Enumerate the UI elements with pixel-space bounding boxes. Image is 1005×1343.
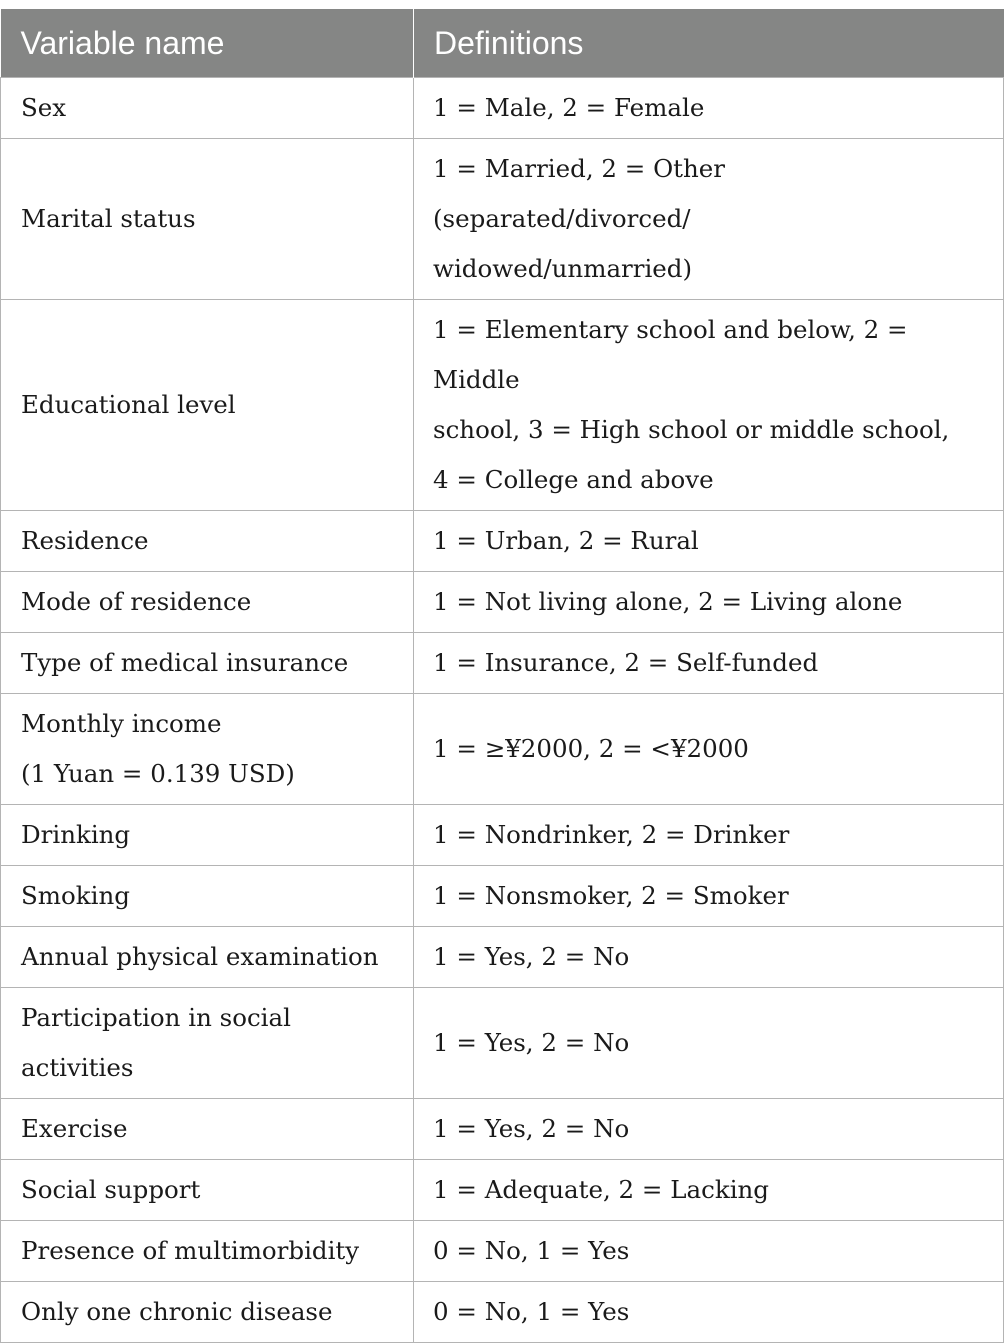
variable-name-text: Smoking xyxy=(21,881,130,910)
variable-name-cell xyxy=(1,1160,414,1221)
variable-name-text: Participation in social activities xyxy=(21,1003,291,1082)
variable-name-cell xyxy=(1,1221,414,1282)
variable-name-cell xyxy=(1,633,414,694)
definition-text: 0 = No, 1 = Yes xyxy=(433,1297,630,1326)
variable-name-text: Presence of multimorbidity xyxy=(21,1236,360,1265)
variable-name-text: Annual physical examination xyxy=(21,942,379,971)
variable-name-text: Social support xyxy=(21,1175,201,1204)
header-definitions: Definitions xyxy=(414,9,1004,78)
table-row xyxy=(1,300,1004,511)
definition-cell xyxy=(414,694,1004,805)
variable-name-cell xyxy=(1,694,414,805)
definition-cell xyxy=(414,988,1004,1099)
table-row xyxy=(1,805,1004,866)
variable-name-cell xyxy=(1,300,414,511)
table-row xyxy=(1,988,1004,1099)
variable-name-text: Only one chronic disease xyxy=(21,1297,333,1326)
definition-cell xyxy=(414,572,1004,633)
definition-text: 1 = Urban, 2 = Rural xyxy=(433,526,699,555)
variable-name-cell xyxy=(1,572,414,633)
variable-name-cell xyxy=(1,78,414,139)
table-row xyxy=(1,1099,1004,1160)
table-row xyxy=(1,511,1004,572)
definition-cell xyxy=(414,78,1004,139)
definition-text: 1 = Male, 2 = Female xyxy=(433,93,705,122)
definition-text: school, 3 = High school or middle school, xyxy=(433,415,950,444)
definition-cell xyxy=(414,300,1004,511)
variable-name-text: Mode of residence xyxy=(21,587,252,616)
definition-text: 1 = Nonsmoker, 2 = Smoker xyxy=(433,881,789,910)
variable-name-cell xyxy=(1,866,414,927)
table-row xyxy=(1,139,1004,300)
variable-name-text: (1 Yuan = 0.139 USD) xyxy=(21,759,295,788)
variable-name-cell xyxy=(1,927,414,988)
definition-text: 1 = ≥¥2000, 2 = <¥2000 xyxy=(433,734,749,763)
definition-text: 1 = Yes, 2 = No xyxy=(433,1028,630,1057)
table-row xyxy=(1,1160,1004,1221)
definition-cell xyxy=(414,139,1004,300)
definition-text: 1 = Yes, 2 = No xyxy=(433,942,630,971)
definition-text: 1 = Yes, 2 = No xyxy=(433,1114,630,1143)
definition-cell xyxy=(414,1160,1004,1221)
definition-text: widowed/unmarried) xyxy=(433,254,693,283)
variable-name-text: Monthly income xyxy=(21,709,222,738)
table-row xyxy=(1,1282,1004,1343)
definition-cell xyxy=(414,511,1004,572)
variable-name-text: Sex xyxy=(21,93,67,122)
definition-text: 0 = No, 1 = Yes xyxy=(433,1236,630,1265)
variable-name-cell xyxy=(1,1282,414,1343)
definition-cell xyxy=(414,866,1004,927)
definition-cell xyxy=(414,633,1004,694)
table-row xyxy=(1,1221,1004,1282)
variable-name-cell xyxy=(1,511,414,572)
definition-cell xyxy=(414,927,1004,988)
table-row xyxy=(1,694,1004,805)
table-row xyxy=(1,78,1004,139)
definition-text: 1 = Adequate, 2 = Lacking xyxy=(433,1175,769,1204)
header-variable-name: Variable name xyxy=(1,9,414,78)
definition-text: 1 = Not living alone, 2 = Living alone xyxy=(433,587,903,616)
table-header-row xyxy=(1,9,1004,78)
table-body xyxy=(1,78,1004,1343)
definition-cell xyxy=(414,1221,1004,1282)
variable-definitions-table-container xyxy=(0,9,1003,1343)
variable-name-text: Type of medical insurance xyxy=(21,648,349,677)
variable-name-cell xyxy=(1,988,414,1099)
definition-cell xyxy=(414,1099,1004,1160)
definition-text: 1 = Nondrinker, 2 = Drinker xyxy=(433,820,790,849)
definition-text: 1 = Elementary school and below, 2 = Middle xyxy=(433,315,908,394)
variable-name-cell xyxy=(1,805,414,866)
table-row xyxy=(1,572,1004,633)
variable-name-text: Residence xyxy=(21,526,149,555)
variable-definitions-table xyxy=(0,9,1004,1343)
table-row xyxy=(1,927,1004,988)
definition-text: 4 = College and above xyxy=(433,465,714,494)
variable-name-text: Marital status xyxy=(21,204,196,233)
table-row xyxy=(1,866,1004,927)
definition-cell xyxy=(414,805,1004,866)
variable-name-text: Exercise xyxy=(21,1114,128,1143)
definition-cell xyxy=(414,1282,1004,1343)
variable-name-cell xyxy=(1,1099,414,1160)
table-row xyxy=(1,633,1004,694)
definition-text: 1 = Insurance, 2 = Self-funded xyxy=(433,648,819,677)
definition-text: 1 = Married, 2 = Other (separated/divorced/ xyxy=(433,154,726,233)
variable-name-text: Educational level xyxy=(21,390,236,419)
variable-name-text: Drinking xyxy=(21,820,131,849)
variable-name-cell xyxy=(1,139,414,300)
